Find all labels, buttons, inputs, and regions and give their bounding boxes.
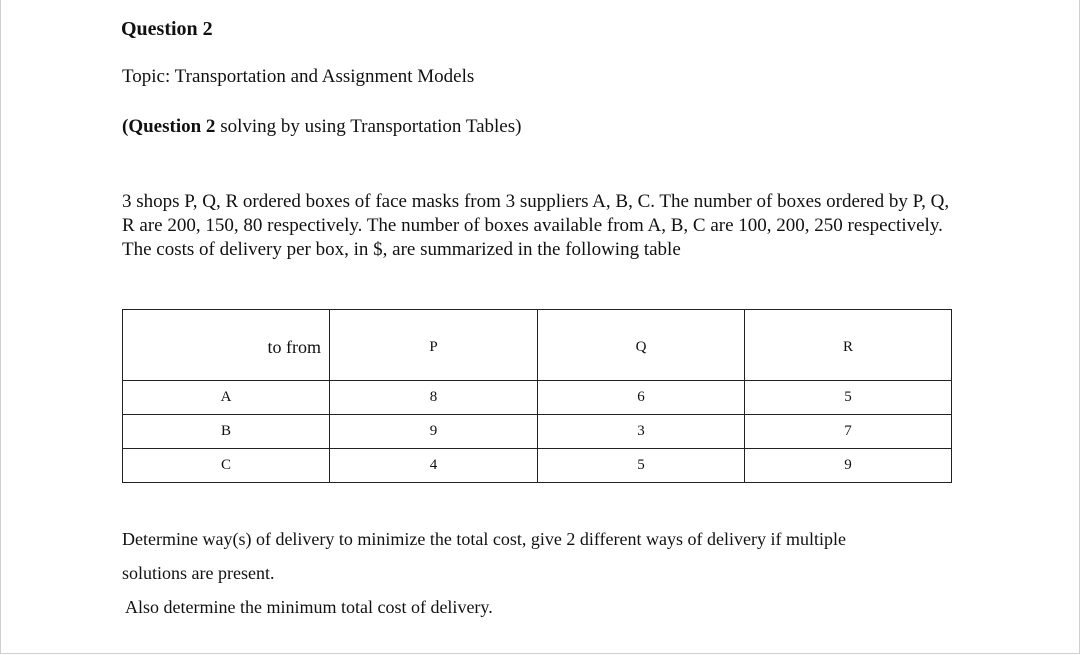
cost-cell: 9: [330, 415, 538, 449]
row-label-a: A: [123, 381, 330, 415]
subtitle-rest: solving by using Transportation Tables): [215, 116, 522, 137]
column-header-p: P: [330, 310, 538, 381]
cost-cell: 7: [745, 415, 952, 449]
problem-statement: 3 shops P, Q, R ordered boxes of face masks from 3 suppliers A, B, C. The number of boxes ordered by P, Q, R are 200, 150, 80 respectively. The number of boxes available from A, B, C are 100, 200, 250 respectively. The costs of delivery per box, in $, are summarized in the following table: [122, 191, 950, 260]
cost-cell: 9: [745, 449, 952, 483]
question-heading: Question 2: [121, 18, 213, 40]
subtitle-line: [122, 116, 521, 138]
table-row: [123, 449, 952, 483]
question-instructions: [122, 526, 846, 620]
table-row: [123, 415, 952, 449]
table-header-row: [123, 310, 952, 381]
instruction-line-1: Determine way(s) of delivery to minimize the total cost, give 2 different ways of delivery if multiple: [122, 529, 846, 549]
cost-cell: 4: [330, 449, 538, 483]
row-label-b: B: [123, 415, 330, 449]
cost-cell: 6: [538, 381, 745, 415]
corner-label: to from: [267, 337, 321, 357]
column-header-q: Q: [538, 310, 745, 381]
column-header-r: R: [745, 310, 952, 381]
cost-cell: 8: [330, 381, 538, 415]
instruction-line-2: solutions are present.: [122, 563, 275, 583]
cost-cell: 3: [538, 415, 745, 449]
cost-cell: 5: [538, 449, 745, 483]
table-corner-cell: [123, 310, 330, 381]
table-row: [123, 381, 952, 415]
row-label-c: C: [123, 449, 330, 483]
cost-cell: 5: [745, 381, 952, 415]
topic-line: Topic: Transportation and Assignment Models: [122, 66, 475, 87]
cost-table: [122, 309, 952, 483]
subtitle-bold: (Question 2: [122, 116, 216, 137]
instruction-line-3: Also determine the minimum total cost of delivery.: [125, 597, 493, 617]
